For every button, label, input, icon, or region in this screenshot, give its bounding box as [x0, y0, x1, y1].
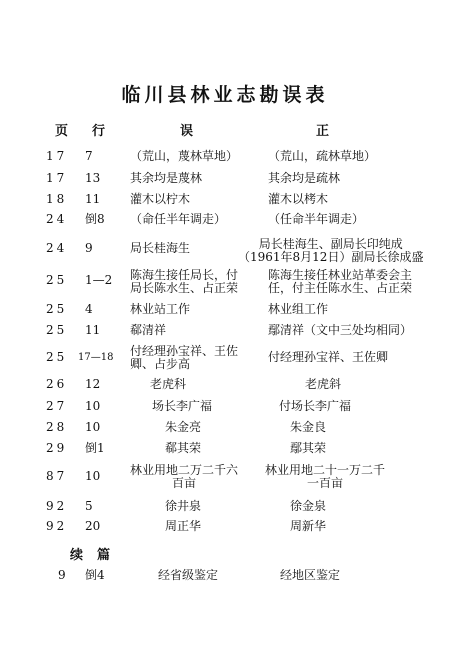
row-correct: 徐金泉 — [290, 499, 327, 513]
row-correct: （任命半年调走） — [268, 212, 365, 226]
row-error: 周正华 — [165, 519, 202, 533]
row-page: 25 — [46, 323, 68, 337]
row-correct: 经地区鉴定 — [280, 568, 341, 582]
row-error: 灌木以柠木 — [130, 192, 191, 206]
row-correct: 局长桂海生、副局长印纯成 （1961年8月12日）副局长徐成盛 — [238, 237, 424, 264]
header-correct: 正 — [316, 124, 330, 139]
row-page: 26 — [46, 377, 68, 391]
row-error: 场长李广福 — [152, 399, 213, 413]
header-page: 页 — [55, 124, 69, 139]
row-page: 24 — [46, 212, 68, 226]
page-title: 临川县林业志勘误表 — [121, 84, 329, 106]
row-error: 朱金亮 — [165, 420, 202, 434]
row-page: 92 — [46, 519, 68, 533]
row-correct: 其余均是疏林 — [268, 171, 341, 185]
row-correct: 林业组工作 — [268, 302, 329, 316]
row-error: 郗其荣 — [165, 441, 202, 455]
row-line: 10 — [85, 469, 101, 483]
row-line: 11 — [85, 323, 101, 337]
row-correct: 鄢清祥（文中三处均相同） — [268, 323, 413, 337]
row-line: 7 — [85, 149, 93, 163]
supplement-heading: 续篇 — [70, 548, 125, 563]
row-error: （荒山，蔑林草地） — [130, 149, 239, 163]
row-line: 10 — [85, 420, 101, 434]
row-error: 林业用地二万二千六 百亩 — [130, 463, 239, 490]
row-page: 28 — [46, 420, 68, 434]
row-line: 17—18 — [78, 352, 114, 363]
row-correct: 周新华 — [290, 519, 327, 533]
row-correct: 付场长李广福 — [279, 399, 352, 413]
row-error: 陈海生接任局长，付 局长陈水生、占正荣 — [130, 268, 239, 295]
header-line: 行 — [92, 124, 106, 139]
row-error: 付经理孙宝祥、王佐 卿、占步高 — [130, 344, 239, 371]
row-error: 郗清祥 — [130, 323, 167, 337]
row-correct: 鄢其荣 — [290, 441, 327, 455]
row-error: 林业站工作 — [130, 302, 191, 316]
row-page: 92 — [46, 499, 68, 513]
row-line: 20 — [85, 519, 101, 533]
row-correct: 朱金良 — [290, 420, 327, 434]
header-error: 误 — [180, 124, 194, 139]
row-error: 局长桂海生 — [130, 241, 191, 255]
row-correct: 老虎斜 — [305, 377, 342, 391]
row-line: 10 — [85, 399, 101, 413]
row-line: 13 — [85, 171, 101, 185]
row-error: 其余均是蔑林 — [130, 171, 203, 185]
row-line: 倒8 — [85, 212, 105, 226]
row-correct: 灌木以栲木 — [268, 192, 329, 206]
row-page: 9 — [58, 568, 69, 582]
row-line: 5 — [85, 499, 93, 513]
row-page: 25 — [46, 350, 68, 364]
row-line: 12 — [85, 377, 101, 391]
row-correct: 付经理孙宝祥、王佐卿 — [268, 350, 389, 364]
row-line: 11 — [85, 192, 101, 206]
row-page: 17 — [46, 149, 68, 163]
row-page: 87 — [46, 469, 68, 483]
row-page: 25 — [46, 273, 68, 287]
row-page: 24 — [46, 241, 68, 255]
row-page: 27 — [46, 399, 68, 413]
row-line: 4 — [85, 302, 93, 316]
row-correct: 陈海生接任林业站革委会主 任，付主任陈水生、占正荣 — [268, 268, 413, 295]
row-line: 1—2 — [85, 273, 113, 287]
row-error: 经省级鉴定 — [158, 568, 219, 582]
row-page: 25 — [46, 302, 68, 316]
row-line: 倒4 — [85, 568, 105, 582]
row-correct: （荒山，疏林草地） — [268, 149, 377, 163]
row-page: 18 — [46, 192, 68, 206]
row-page: 17 — [46, 171, 68, 185]
row-line: 9 — [85, 241, 93, 255]
row-line: 倒1 — [85, 441, 105, 455]
row-error: 老虎科 — [150, 377, 187, 391]
row-correct: 林业用地二十一万二千 一百亩 — [265, 463, 386, 490]
row-page: 29 — [46, 441, 68, 455]
row-error: 徐井泉 — [165, 499, 202, 513]
row-error: （命任半年调走） — [130, 212, 227, 226]
